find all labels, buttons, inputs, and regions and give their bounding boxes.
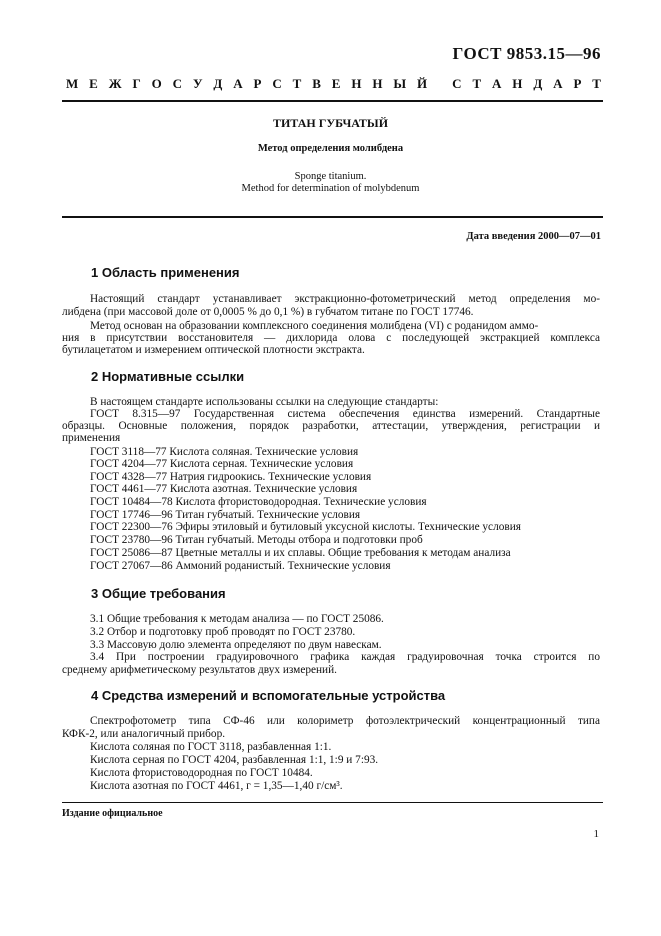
- section-1-paragraph-2-line-1: Метод основан на образовании комплексного соединения молибдена (VI) с роданидом аммо-: [90, 320, 539, 332]
- banner-letter: Н: [351, 76, 362, 91]
- reference-line: ГОСТ 25086—87 Цветные металлы и их сплавы. Общие требования к методам анализа: [90, 547, 511, 559]
- reference-line: ГОСТ 27067—86 Аммоний роданистый. Технические условия: [90, 560, 391, 572]
- banner-letter: Т: [292, 76, 302, 91]
- document-subtitle: Метод определения молибдена: [257, 143, 404, 154]
- banner-letter: С: [452, 76, 462, 91]
- banner-letter: А: [492, 76, 502, 91]
- header-rule: [62, 100, 603, 102]
- banner-letter: Д: [533, 76, 543, 91]
- banner-letter: У: [192, 76, 203, 91]
- interstate-standard-banner: [66, 76, 601, 96]
- banner-letter: О: [151, 76, 162, 91]
- banner-letter: Д: [213, 76, 223, 91]
- reference-0-line-1: ГОСТ 8.315—97 Государственная система обеспечения единства измерений. Стандартные: [90, 408, 600, 420]
- banner-letter: М: [66, 76, 79, 91]
- standard-code: ГОСТ 9853.15—96: [452, 44, 601, 63]
- requirement-3-3: 3.3 Массовую долю элемента определяют по двум навескам.: [90, 639, 382, 651]
- requirement-3-2: 3.2 Отбор и подготовку проб проводят по ГОСТ 23780.: [90, 626, 356, 638]
- section-1-paragraph-1-line-1: Настоящий стандарт устанавливает экстракционно-фотометрический метод определения мо-: [90, 293, 600, 305]
- banner-letter: С: [172, 76, 183, 91]
- english-title-line-2: Method for determination of molybdenum: [241, 183, 420, 194]
- section-1-paragraph-2-line-3: бутилацетатом и измерением оптической плотности экстракта.: [62, 344, 365, 356]
- english-title-line-1: Sponge titanium.: [294, 171, 367, 182]
- reference-line: ГОСТ 10484—78 Кислота фтористоводородная. Технические условия: [90, 496, 427, 508]
- section-4-paragraph-1-line-2: КФК-2, или аналогичный прибор.: [62, 728, 226, 740]
- section-1-paragraph-2-line-2: ния в присутствии восстановителя — дихлорида олова с последующей экстракцией комплекса: [62, 332, 600, 344]
- page-number: 1: [593, 828, 599, 840]
- reference-line: ГОСТ 4461—77 Кислота азотная. Технические условия: [90, 483, 358, 495]
- reference-line: ГОСТ 4204—77 Кислота серная. Технические условия: [90, 458, 354, 470]
- banner-letter: Н: [372, 76, 383, 91]
- section-1-heading: 1 Область применения: [91, 265, 240, 280]
- title-rule: [62, 216, 603, 218]
- equipment-line: Кислота фтористоводородная по ГОСТ 10484.: [90, 767, 313, 779]
- section-3-heading: 3 Общие требования: [91, 586, 226, 601]
- banner-letter: Й: [417, 76, 428, 91]
- banner-letter: Р: [573, 76, 582, 91]
- footer-rule: [62, 802, 603, 803]
- section-1-paragraph-1-line-2: либдена (при массовой доле от 0,0005 % до 0,1 %) в губчатом титане по ГОСТ 17746.: [62, 306, 474, 318]
- reference-0-line-3: применения: [62, 432, 121, 444]
- reference-line: ГОСТ 17746—96 Титан губчатый. Технические условия: [90, 509, 361, 521]
- reference-line: ГОСТ 4328—77 Натрия гидроокись. Технические условия: [90, 471, 372, 483]
- requirement-3-4-line-1: 3.4 При построении градуировочного графика каждая градуировочная точка строится по: [90, 651, 600, 663]
- banner-letter: А: [233, 76, 243, 91]
- equipment-line: Кислота серная по ГОСТ 4204, разбавленная 1:1, 1:9 и 7:93.: [90, 754, 379, 766]
- section-2-heading: 2 Нормативные ссылки: [91, 369, 245, 384]
- requirement-3-1: 3.1 Общие требования к методам анализа — по ГОСТ 25086.: [90, 613, 384, 625]
- section-4-heading: 4 Средства измерений и вспомогательные устройства: [91, 688, 446, 703]
- introduction-date: Дата введения 2000—07—01: [466, 231, 601, 242]
- reference-line: ГОСТ 22300—76 Эфиры этиловый и бутиловый уксусной кислоты. Технические условия: [90, 521, 521, 533]
- banner-letter: Ж: [108, 76, 122, 91]
- reference-line: ГОСТ 23780—96 Титан губчатый. Методы отбора и подготовки проб: [90, 534, 423, 546]
- equipment-line: Кислота соляная по ГОСТ 3118, разбавленная 1:1.: [90, 741, 332, 753]
- section-2-intro: В настоящем стандарте использованы ссылки на следующие стандарты:: [90, 396, 439, 408]
- banner-letter: В: [312, 76, 321, 91]
- banner-letter: Т: [592, 76, 601, 91]
- reference-0-line-2: образцы. Основные положения, порядок разработки, аттестации, утверждения, регистрации и: [62, 420, 600, 432]
- banner-letter: Е: [89, 76, 98, 91]
- banner-letter: [438, 76, 441, 96]
- equipment-line: Кислота азотная по ГОСТ 4461, г = 1,35—1,40 г/см³.: [90, 780, 343, 792]
- banner-letter: Н: [512, 76, 523, 91]
- reference-line: ГОСТ 3118—77 Кислота соляная. Технические условия: [90, 446, 359, 458]
- banner-letter: Т: [472, 76, 482, 91]
- official-edition-note: Издание официальное: [62, 808, 163, 819]
- banner-letter: Ы: [393, 76, 407, 91]
- banner-letter: Р: [253, 76, 262, 91]
- section-4-paragraph-1-line-1: Спектрофотометр типа СФ-46 или колориметр фотоэлектрический концентрационный типа: [90, 715, 600, 727]
- banner-letter: Е: [331, 76, 341, 91]
- requirement-3-4-line-2: среднему арифметическому результатов двух измерений.: [62, 664, 337, 676]
- banner-letter: А: [553, 76, 563, 91]
- banner-letter: С: [272, 76, 282, 91]
- banner-letter: Г: [132, 76, 141, 91]
- document-title: ТИТАН ГУБЧАТЫЙ: [272, 116, 389, 130]
